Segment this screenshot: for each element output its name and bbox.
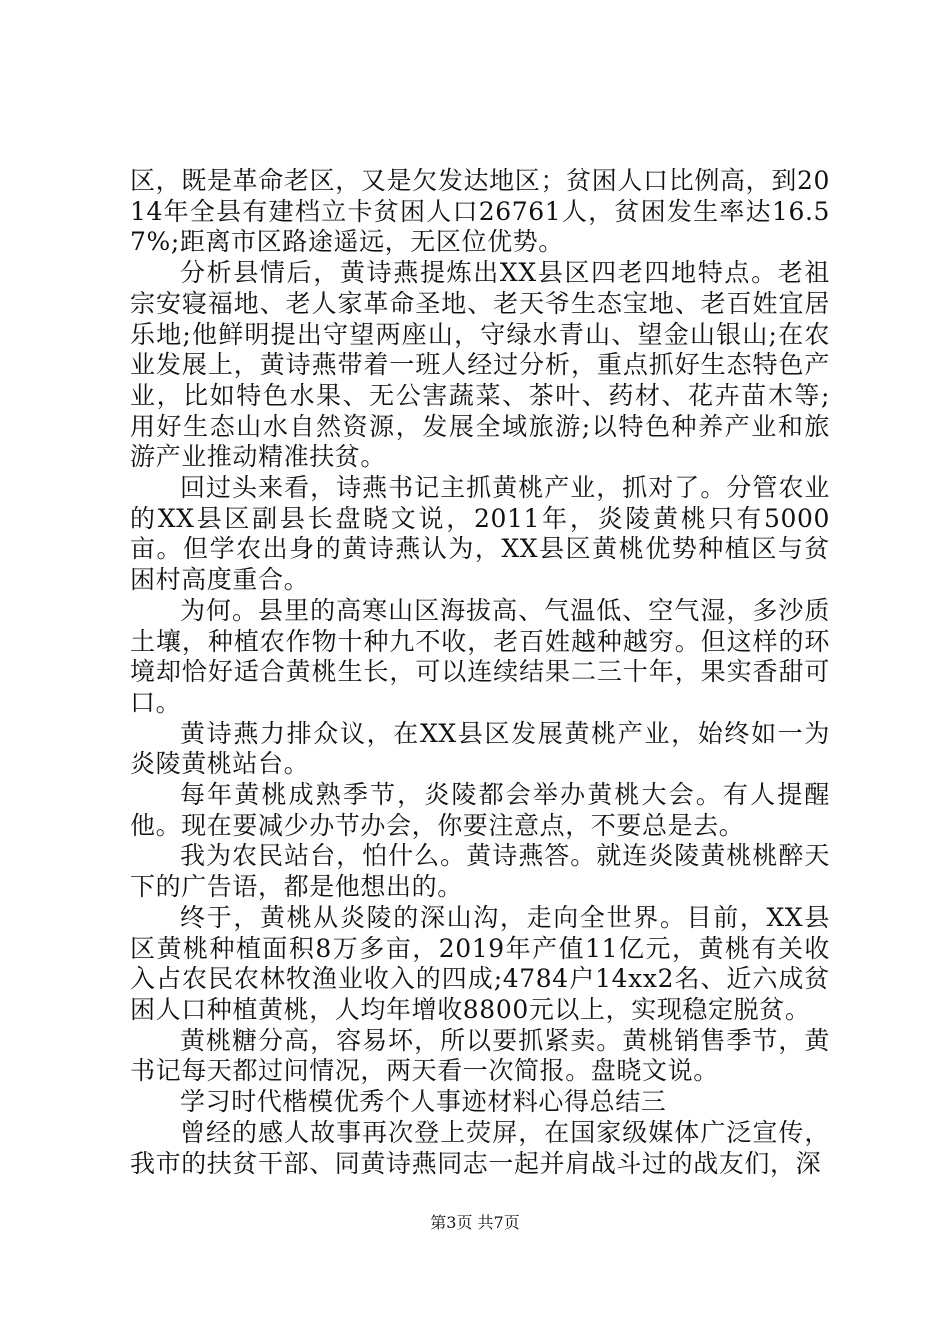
paragraph-7: 我为农民站台，怕什么。黄诗燕答。就连炎陵黄桃桃醉天下的广告语，都是他想出的。 — [130, 841, 830, 902]
paragraph-2: 分析县情后，黄诗燕提炼出XX县区四老四地特点。老祖宗安寝福地、老人家革命圣地、老天爷生态宝地、老百姓宜居乐地;他鲜明提出守望两座山，守绿水青山、望金山银山;在农业发展上，黄诗燕带着一班人经过分析，重点抓好生态特色产业，比如特色水果、无公害蔬菜、茶叶、药材、花卉苗木等;用好生态山水自然资源，发展全域旅游;以特色种养产业和旅游产业推动精准扶贫。 — [130, 258, 830, 472]
paragraph-4: 为何。县里的高寒山区海拔高、气温低、空气湿，多沙质土壤，种植农作物十种九不收，老百姓越种越穷。但这样的环境却恰好适合黄桃生长，可以连续结果二三十年，果实香甜可口。 — [130, 595, 830, 717]
paragraph-9: 黄桃糖分高，容易坏，所以要抓紧卖。黄桃销售季节，黄书记每天都过问情况，两天看一次简报。盘晓文说。 — [130, 1025, 830, 1086]
paragraph-5: 黄诗燕力排众议，在XX县区发展黄桃产业，始终如一为炎陵黄桃站台。 — [130, 718, 830, 779]
paragraph-6: 每年黄桃成熟季节，炎陵都会举办黄桃大会。有人提醒他。现在要减少办节办会，你要注意点，不要总是去。 — [130, 780, 830, 840]
document-body — [130, 166, 830, 1179]
paragraph-11: 曾经的感人故事再次登上荧屏，在国家级媒体广泛宣传，我市的扶贫干部、同黄诗燕同志一起并肩战斗过的战友们，深 — [130, 1117, 830, 1178]
section-heading: 学习时代楷模优秀个人事迹材料心得总结三 — [180, 1087, 667, 1117]
paragraph-8: 终于，黄桃从炎陵的深山沟，走向全世界。目前，XX县区黄桃种植面积8万多亩，2019年产值11亿元，黄桃有关收入占农民农林牧渔业收入的四成;4784户14xx2名、近六成贫困人口种植黄桃，人均年增收8800元以上，实现稳定脱贫。 — [130, 902, 830, 1024]
paragraph-1: 区，既是革命老区，又是欠发达地区；贫困人口比例高，到2014年全县有建档立卡贫困人口26761人，贫困发生率达16.57%;距离市区路途遥远，无区位优势。 — [130, 166, 830, 257]
paragraph-3: 回过头来看，诗燕书记主抓黄桃产业，抓对了。分管农业的XX县区副县长盘晓文说，2011年，炎陵黄桃只有5000亩。但学农出身的黄诗燕认为，XX县区黄桃优势种植区与贫困村高度重合。 — [130, 473, 830, 595]
page-number-footer: 第3页 共7页 — [430, 1213, 520, 1232]
